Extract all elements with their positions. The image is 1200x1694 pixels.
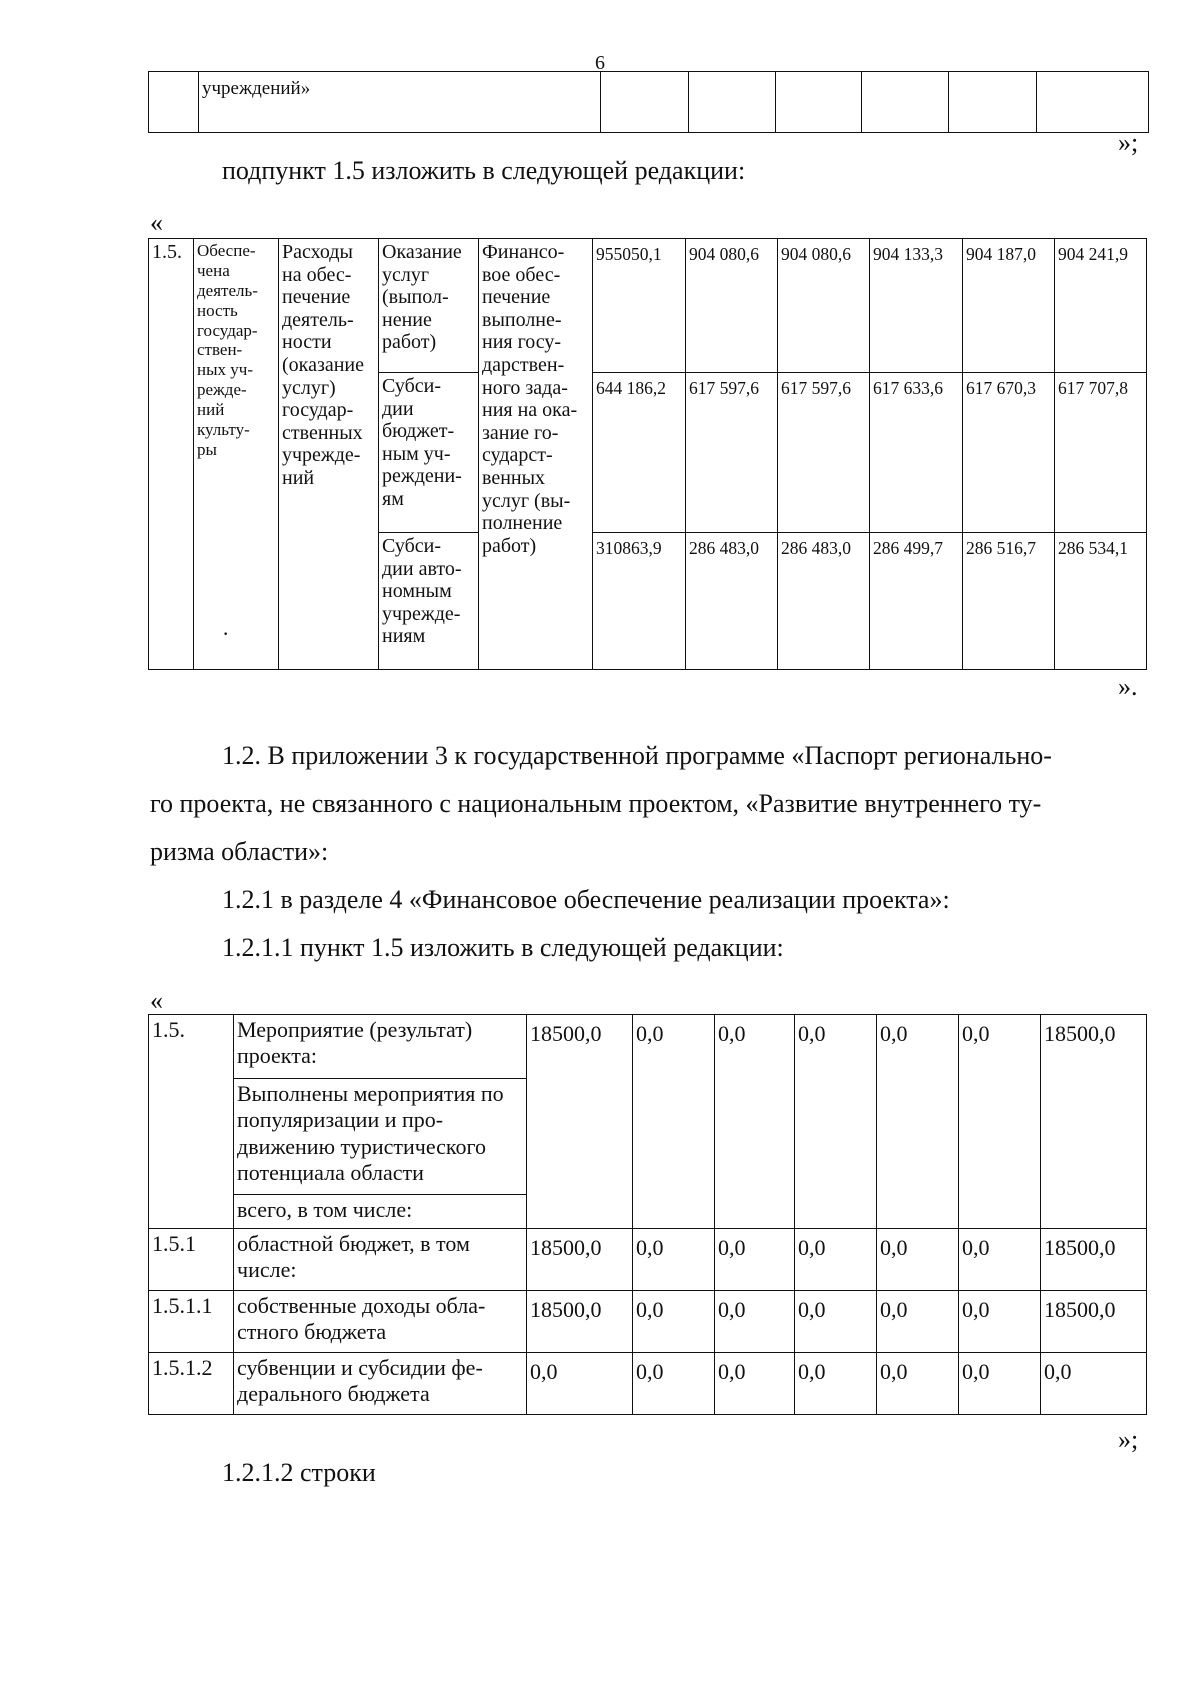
value-cell: 0,0: [633, 1353, 715, 1415]
value-cell: 18500,0: [527, 1015, 633, 1229]
goal-text: Обеспе- чена деятель- ность государ- ствен- ных уч- режде- ний культу- ры: [197, 241, 258, 459]
value-cell: 0,0: [795, 1015, 877, 1229]
value-cell: 644 186,2: [593, 373, 686, 533]
value-cell: 0,0: [877, 1353, 959, 1415]
goal-cell: [194, 239, 279, 670]
paragraph-line: го проекта, не связанного с национальным проектом, «Развитие внутреннего ту-: [150, 789, 1042, 818]
value-cell: 0,0: [959, 1291, 1041, 1353]
row-label: субвенции и субсидии фе-дерального бюджета: [234, 1353, 527, 1415]
value-cell: 617 633,6: [870, 373, 963, 533]
value-cell: 904 133,3: [870, 239, 963, 373]
paragraph-line: ризма области»:: [150, 837, 329, 866]
page-number: 6: [595, 52, 605, 74]
open-quote: «: [150, 986, 163, 1015]
total-label: всего, в том числе:: [234, 1195, 527, 1229]
value-cell: 617 707,8: [1055, 373, 1147, 533]
value-cell: 904 241,9: [1055, 239, 1147, 373]
event-label: Мероприятие (результат) проекта:: [234, 1015, 527, 1079]
row-label: собственные доходы обла-стного бюджета: [234, 1291, 527, 1353]
top-table-cell: [862, 72, 949, 133]
row-number: 1.5.: [149, 239, 194, 670]
value-cell: 18500,0: [527, 1229, 633, 1291]
paragraph-line: 1.2. В приложении 3 к государственной программе «Паспорт регионально-: [222, 741, 1052, 770]
value-cell: 0,0: [959, 1015, 1041, 1229]
value-cell: 955050,1: [593, 239, 686, 373]
value-cell: 0,0: [715, 1353, 795, 1415]
finance-table-2: [148, 1014, 1147, 1415]
top-table-cell: [149, 72, 199, 133]
value-cell: 286 483,0: [778, 533, 870, 670]
event-description: Выполнены мероприятия по популяризации и про-движению туристического потенциала области: [234, 1079, 527, 1195]
row-number: 1.5.1: [149, 1229, 234, 1291]
subpoint-heading: подпункт 1.5 изложить в следующей редакции:: [222, 156, 746, 185]
value-cell: 286 534,1: [1055, 533, 1147, 670]
value-cell: 18500,0: [527, 1291, 633, 1353]
value-cell: 18500,0: [1041, 1015, 1147, 1229]
type-cell: Субси- дии авто- номным учрежде- ниям: [379, 533, 479, 670]
row-number: 1.5.1.1: [149, 1291, 234, 1353]
type-cell: Оказание услуг (выпол- нение работ): [379, 239, 479, 373]
value-cell: 0,0: [795, 1229, 877, 1291]
top-table-text: учреждений»: [199, 72, 601, 133]
finance-table-1: [148, 238, 1147, 670]
value-cell: 0,0: [715, 1291, 795, 1353]
close-quote: »;: [1118, 1425, 1139, 1454]
value-cell: 0,0: [877, 1015, 959, 1229]
dot-mark: ·: [222, 621, 230, 647]
value-cell: 18500,0: [1041, 1291, 1147, 1353]
value-cell: 18500,0: [1041, 1229, 1147, 1291]
value-cell: 0,0: [633, 1291, 715, 1353]
top-table-cell: [689, 72, 776, 133]
value-cell: 0,0: [959, 1229, 1041, 1291]
value-cell: 904 187,0: [963, 239, 1055, 373]
value-cell: 0,0: [633, 1229, 715, 1291]
value-cell: 0,0: [795, 1291, 877, 1353]
open-quote: «: [150, 208, 163, 237]
value-cell: 904 080,6: [686, 239, 778, 373]
top-table-cell: [1037, 72, 1149, 133]
row-label: областной бюджет, в том числе:: [234, 1229, 527, 1291]
top-table-cell: [601, 72, 689, 133]
value-cell: 0,0: [715, 1015, 795, 1229]
value-cell: 0,0: [877, 1291, 959, 1353]
value-cell: 0,0: [877, 1229, 959, 1291]
value-cell: 0,0: [1041, 1353, 1147, 1415]
expense-cell: Расходы на обес- печение деятель- ности (оказание услуг) государ- ственных учрежде- ний: [279, 239, 379, 670]
paragraph-line: 1.2.1 в разделе 4 «Финансовое обеспечение реализации проекта»:: [222, 885, 950, 914]
value-cell: 0,0: [959, 1353, 1041, 1415]
row-number: 1.5.: [149, 1015, 234, 1229]
paragraph-line: 1.2.1.1 пункт 1.5 изложить в следующей редакции:: [222, 933, 784, 962]
value-cell: 617 597,6: [778, 373, 870, 533]
value-cell: 286 483,0: [686, 533, 778, 670]
finance-cell: Финансо- вое обес- печение выполне- ния госу- дарствен- ного зада- ния на ока- зание го- сударст- венных услуг (вы- полнение работ): [479, 239, 593, 670]
value-cell: 0,0: [715, 1229, 795, 1291]
value-cell: 310863,9: [593, 533, 686, 670]
value-cell: 617 670,3: [963, 373, 1055, 533]
top-table-cell: [949, 72, 1037, 133]
type-cell: Субси- дии бюджет- ным уч- реждени- ям: [379, 373, 479, 533]
top-table-fragment: [148, 71, 1149, 133]
row-number: 1.5.1.2: [149, 1353, 234, 1415]
value-cell: 617 597,6: [686, 373, 778, 533]
value-cell: 0,0: [633, 1015, 715, 1229]
last-line: 1.2.1.2 строки: [222, 1458, 376, 1487]
value-cell: 0,0: [527, 1353, 633, 1415]
close-quote: »;: [1118, 128, 1139, 157]
value-cell: 286 516,7: [963, 533, 1055, 670]
top-table-cell: [776, 72, 862, 133]
close-quote: ».: [1118, 672, 1138, 701]
value-cell: 904 080,6: [778, 239, 870, 373]
value-cell: 286 499,7: [870, 533, 963, 670]
value-cell: 0,0: [795, 1353, 877, 1415]
